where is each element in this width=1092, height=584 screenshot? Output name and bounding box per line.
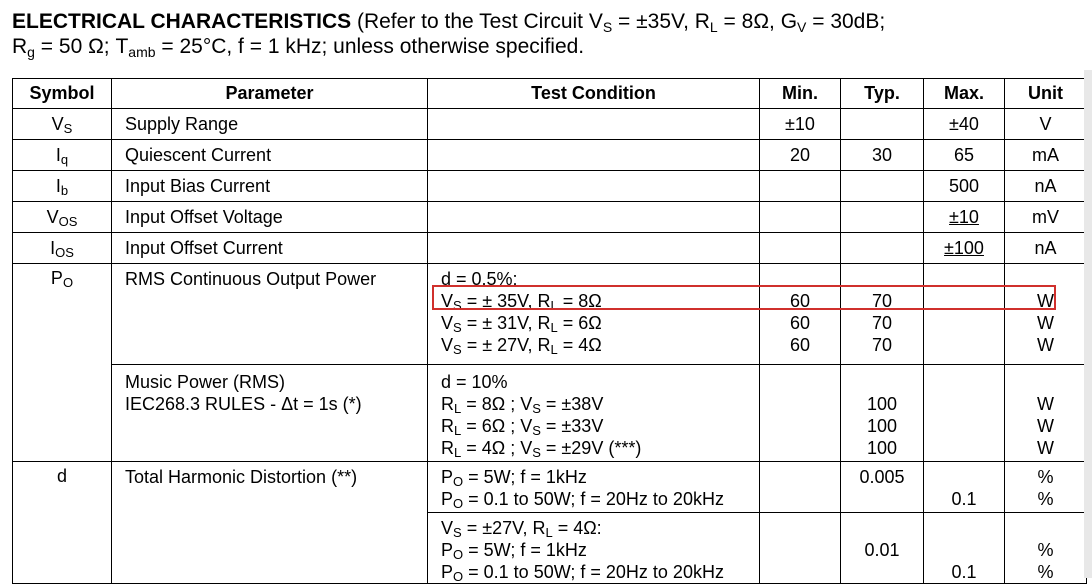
typ-value: 100 [866, 438, 898, 458]
cond-sub: S [532, 401, 541, 416]
condition-cell [428, 171, 760, 202]
max-cell [924, 264, 1005, 365]
table-row [13, 171, 1087, 202]
typ-cell [841, 513, 924, 584]
cond-text: P [441, 489, 454, 509]
unit-cell: V [1005, 109, 1087, 140]
table-row-po [13, 264, 1087, 365]
condition-line [441, 415, 759, 437]
condition-cell [428, 233, 760, 264]
parameter-text: Total Harmonic Distortion (**) [125, 467, 358, 487]
min-cell: 20 [760, 140, 841, 171]
cond-text: = ±38V [540, 394, 604, 414]
unit-cell: mA [1005, 140, 1087, 171]
max-value: 0.1 [951, 562, 977, 582]
typ-cell [841, 171, 924, 202]
typ-cell [841, 202, 924, 233]
table-row [13, 140, 1087, 171]
symbol-cell [13, 140, 112, 171]
parameter-text: RMS Continuous Output Power [125, 269, 377, 289]
unit-cell [1005, 513, 1087, 584]
typ-cell: 30 [841, 140, 924, 171]
symbol-cell [13, 202, 112, 233]
cond-sub: L [545, 525, 553, 540]
unit-cell: nA [1005, 233, 1087, 264]
condition-line [441, 290, 759, 312]
cond-text: = ± 27V, R [461, 335, 551, 355]
cond-text: = ±29V (***) [540, 438, 642, 458]
symbol: P [50, 268, 63, 288]
cond-text: = 6Ω [557, 313, 602, 333]
typ-cell [841, 233, 924, 264]
symbol-sub: O [62, 275, 74, 290]
symbol-sub: S [63, 120, 73, 136]
unit-value: % [1037, 489, 1054, 509]
symbol-sub: q [60, 151, 69, 167]
condition-line [441, 334, 759, 356]
cond-text: = 4Ω [557, 335, 602, 355]
min-cell [760, 233, 841, 264]
blank-line [1005, 268, 1086, 290]
min-cell [760, 264, 841, 365]
cond-text: = ± 35V, R [461, 291, 551, 311]
typ-cell [841, 462, 924, 513]
heading-text: = 30dB; [806, 10, 886, 33]
condition-line: d = 0.5%: [441, 269, 518, 289]
blank-line [1005, 371, 1086, 393]
cond-sub: S [453, 525, 462, 540]
heading-text: (Refer to the Test Circuit V [356, 10, 603, 33]
condition-cell [428, 462, 760, 513]
min-value: 60 [789, 291, 811, 311]
condition-line [441, 312, 759, 334]
heading-text: = ±35V, R [612, 10, 710, 33]
unit-cell: mV [1005, 202, 1087, 233]
parameter-cell: Input Bias Current [112, 171, 428, 202]
unit-value: % [1037, 540, 1054, 560]
cond-text: = 8Ω ; V [461, 394, 533, 414]
cond-text: R [441, 394, 454, 414]
typ-value: 100 [866, 416, 898, 436]
min-cell [760, 462, 841, 513]
max-cell: ±40 [924, 109, 1005, 140]
max-value [924, 466, 1004, 488]
table-row [13, 233, 1087, 264]
symbol: V [51, 113, 64, 134]
cond-sub: L [454, 445, 462, 460]
parameter-cell: Supply Range [112, 109, 428, 140]
unit-value: % [1037, 467, 1054, 487]
heading-title: ELECTRICAL CHARACTERISTICS [12, 10, 352, 33]
symbol-sub: OS [58, 213, 78, 229]
blank-line [924, 517, 1004, 539]
unit-value: % [1037, 562, 1054, 582]
cond-text: V [441, 335, 454, 355]
cond-text: V [441, 313, 454, 333]
cond-sub: O [453, 547, 464, 562]
cond-sub: S [532, 423, 541, 438]
condition-line [441, 466, 759, 488]
unit-cell: nA [1005, 171, 1087, 202]
header-unit: Unit [1005, 79, 1087, 109]
unit-cell [1005, 462, 1087, 513]
typ-cell [841, 365, 924, 462]
cond-sub: O [453, 496, 464, 511]
parameter-cell: Input Offset Voltage [112, 202, 428, 233]
blank-line [841, 517, 923, 539]
parameter-cell [112, 264, 428, 365]
cond-text: = 4Ω: [552, 518, 602, 538]
condition-line [441, 539, 759, 561]
cond-text: R [441, 438, 454, 458]
typ-value: 0.01 [864, 540, 900, 560]
header-test-condition: Test Condition [428, 79, 760, 109]
typ-value [841, 488, 923, 510]
cond-text: V [441, 291, 454, 311]
condition-line [441, 561, 759, 583]
condition-cell [428, 513, 760, 584]
header-parameter: Parameter [112, 79, 428, 109]
condition-cell [428, 109, 760, 140]
condition-cell [428, 264, 760, 365]
max-value: ±100 [944, 237, 984, 258]
symbol: I [55, 144, 61, 165]
symbol-sub: b [60, 182, 69, 198]
page-edge-shadow [1084, 70, 1092, 578]
min-cell: ±10 [760, 109, 841, 140]
parameter-cell: Input Offset Current [112, 233, 428, 264]
cond-text: V [441, 518, 454, 538]
cond-text: P [441, 562, 454, 582]
cond-text: = 0.1 to 50W; f = 20Hz to 20kHz [463, 489, 724, 509]
blank-line [841, 371, 923, 393]
header-typ: Typ. [841, 79, 924, 109]
parameter-text: IEC268.3 RULES - Δt = 1s (*) [125, 394, 362, 414]
heading-text: = 50 Ω; T [34, 35, 129, 58]
heading-text: = 8Ω, G [717, 10, 798, 33]
unit-cell [1005, 264, 1087, 365]
unit-value: W [1037, 416, 1054, 436]
symbol-cell [13, 264, 112, 462]
cond-text: = 8Ω [557, 291, 602, 311]
typ-value [841, 561, 923, 583]
max-value [924, 539, 1004, 561]
max-cell [924, 233, 1005, 264]
max-cell [924, 462, 1005, 513]
cond-sub: L [454, 401, 462, 416]
cond-text: = ± 31V, R [461, 313, 551, 333]
cond-text: R [441, 416, 454, 436]
heading-sub: g [27, 44, 35, 60]
min-value: 60 [789, 335, 811, 355]
symbol-cell [13, 109, 112, 140]
symbol-cell [13, 233, 112, 264]
symbol-cell [13, 171, 112, 202]
max-cell: 65 [924, 140, 1005, 171]
table-row-music [13, 365, 1087, 462]
cond-text: = 4Ω ; V [461, 438, 533, 458]
cond-text: P [441, 467, 454, 487]
min-value: 60 [789, 313, 811, 333]
cond-sub: S [532, 445, 541, 460]
header-min: Min. [760, 79, 841, 109]
max-value: 0.1 [951, 489, 977, 509]
max-cell [924, 202, 1005, 233]
cond-sub: L [550, 298, 558, 313]
symbol: I [55, 175, 61, 196]
heading-line-1 [12, 9, 1087, 34]
section-heading [12, 9, 1087, 59]
heading-line-2 [12, 34, 1087, 59]
unit-cell [1005, 365, 1087, 462]
min-cell [760, 513, 841, 584]
parameter-cell [112, 462, 428, 584]
typ-cell [841, 109, 924, 140]
condition-line: d = 10% [441, 372, 508, 392]
typ-value: 70 [871, 313, 893, 333]
cond-text: P [441, 540, 454, 560]
min-cell [760, 365, 841, 462]
table-row-thd [13, 462, 1087, 513]
max-cell: 500 [924, 171, 1005, 202]
condition-line [441, 393, 759, 415]
unit-value: W [1037, 438, 1054, 458]
condition-line [441, 437, 759, 459]
typ-value: 100 [866, 394, 898, 414]
header-symbol: Symbol [13, 79, 112, 109]
condition-line [441, 488, 759, 510]
heading-sub: amb [128, 44, 156, 60]
max-cell [924, 365, 1005, 462]
condition-line [441, 517, 759, 539]
table-row [13, 202, 1087, 233]
unit-value: W [1037, 394, 1054, 414]
blank-line [1005, 517, 1086, 539]
blank-line [760, 268, 840, 290]
table-row [13, 109, 1087, 140]
cond-text: = 6Ω ; V [461, 416, 533, 436]
symbol-sub: OS [55, 244, 74, 260]
min-cell [760, 202, 841, 233]
typ-value: 70 [871, 335, 893, 355]
cond-text: = ±27V, R [461, 518, 546, 538]
parameter-cell: Quiescent Current [112, 140, 428, 171]
symbol-cell: d [13, 462, 112, 584]
symbol: I [50, 237, 56, 258]
cond-sub: O [453, 474, 464, 489]
cond-text: = ±33V [540, 416, 604, 436]
parameter-cell [112, 365, 428, 462]
min-cell [760, 171, 841, 202]
condition-cell [428, 365, 760, 462]
max-cell [924, 513, 1005, 584]
cond-text: = 5W; f = 1kHz [463, 540, 587, 560]
symbol: V [46, 206, 59, 227]
heading-text: = 25°C, f = 1 kHz; unless otherwise specified. [155, 35, 585, 58]
unit-value: W [1037, 335, 1054, 355]
typ-cell [841, 264, 924, 365]
cond-sub: L [550, 320, 558, 335]
heading-sub: S [602, 19, 613, 35]
cond-sub: L [454, 423, 462, 438]
heading-text: R [12, 35, 28, 58]
typ-value: 0.005 [859, 467, 905, 487]
header-max: Max. [924, 79, 1005, 109]
heading-sub: L [709, 19, 718, 35]
parameter-text: Music Power (RMS) [125, 372, 286, 392]
cond-text: = 0.1 to 50W; f = 20Hz to 20kHz [463, 562, 724, 582]
cond-sub: O [453, 569, 464, 584]
cond-text: = 5W; f = 1kHz [463, 467, 587, 487]
blank-line [841, 268, 923, 290]
max-value: ±10 [949, 206, 979, 227]
condition-cell [428, 202, 760, 233]
unit-value: W [1037, 291, 1054, 311]
header-row [13, 79, 1087, 109]
heading-sub: V [797, 19, 807, 35]
unit-value: W [1037, 313, 1054, 333]
cond-sub: S [453, 298, 462, 313]
cond-sub: S [453, 342, 462, 357]
cond-sub: S [453, 320, 462, 335]
electrical-characteristics-table [12, 78, 1087, 584]
typ-value: 70 [871, 291, 893, 311]
condition-cell [428, 140, 760, 171]
cond-sub: L [550, 342, 558, 357]
